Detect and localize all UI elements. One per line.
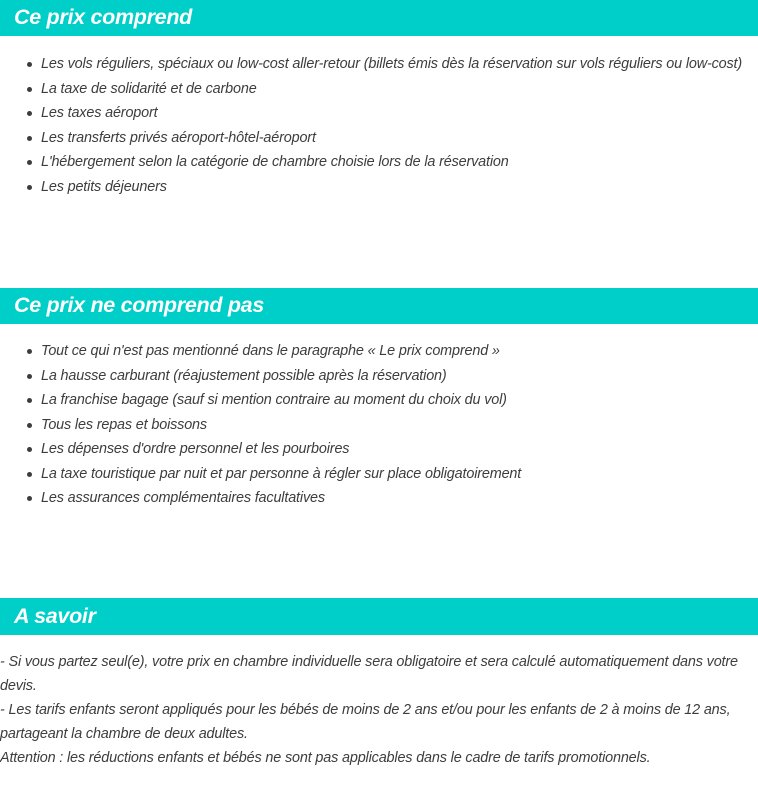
list-item-text: La taxe de solidarité et de carbone: [41, 80, 257, 97]
section-title-excluded: Ce prix ne comprend pas: [14, 293, 264, 318]
list-item-text: La hausse carburant (réajustement possible après la réservation): [41, 367, 447, 384]
list-item: [0, 178, 758, 196]
list-item-text: Les transferts privés aéroport-hôtel-aéroport: [41, 129, 316, 146]
section-title-good-to-know: A savoir: [14, 603, 96, 628]
section-header-good-to-know: [0, 598, 758, 635]
section-header-included: [0, 0, 758, 36]
included-list: [0, 55, 758, 202]
note-paragraph: Attention : les réductions enfants et bébés ne sont pas applicables dans le cadre de tarifs promotionnels.: [0, 750, 651, 766]
list-item-text: Les taxes aéroport: [41, 105, 158, 121]
list-item: [0, 104, 758, 122]
note-paragraph: - Les tarifs enfants seront appliqués pour les bébés de moins de 2 ans et/ou pour les enfants de 2 à moins de 12 ans, partageant la chambre de deux adultes.: [0, 702, 731, 742]
list-item-text: La franchise bagage (sauf si mention contraire au moment du choix du vol): [41, 392, 507, 408]
list-item-text: Les petits déjeuners: [41, 178, 167, 195]
good-to-know-content: [0, 650, 758, 770]
list-item: [0, 440, 758, 458]
section-header-excluded: [0, 288, 758, 324]
excluded-list: [0, 342, 758, 514]
list-item-text: Les vols réguliers, spéciaux ou low-cost aller-retour (billets émis dès la réservation sur vols réguliers ou low-cost): [41, 56, 743, 72]
list-item: [0, 465, 758, 483]
list-item: [0, 153, 758, 171]
list-item: [0, 489, 758, 507]
list-item-text: La taxe touristique par nuit et par personne à régler sur place obligatoirement: [41, 465, 522, 482]
list-item: [0, 80, 758, 98]
list-item: [0, 342, 758, 360]
list-item: [0, 367, 758, 385]
list-item-text: Tout ce qui n'est pas mentionné dans le paragraphe « Le prix comprend »: [41, 343, 500, 359]
list-item: [0, 129, 758, 147]
list-item: [0, 391, 758, 409]
list-item-text: Les dépenses d'ordre personnel et les pourboires: [41, 441, 350, 457]
section-title-included: Ce prix comprend: [14, 5, 192, 30]
list-item-text: Les assurances complémentaires facultatives: [41, 490, 325, 506]
list-item: [0, 416, 758, 434]
list-item: [0, 55, 758, 73]
list-item-text: Tous les repas et boissons: [41, 416, 207, 433]
list-item-text: L'hébergement selon la catégorie de chambre choisie lors de la réservation: [41, 154, 509, 170]
note-paragraph: - Si vous partez seul(e), votre prix en chambre individuelle sera obligatoire et sera calculé automatiquement dans votre devis.: [0, 654, 738, 694]
